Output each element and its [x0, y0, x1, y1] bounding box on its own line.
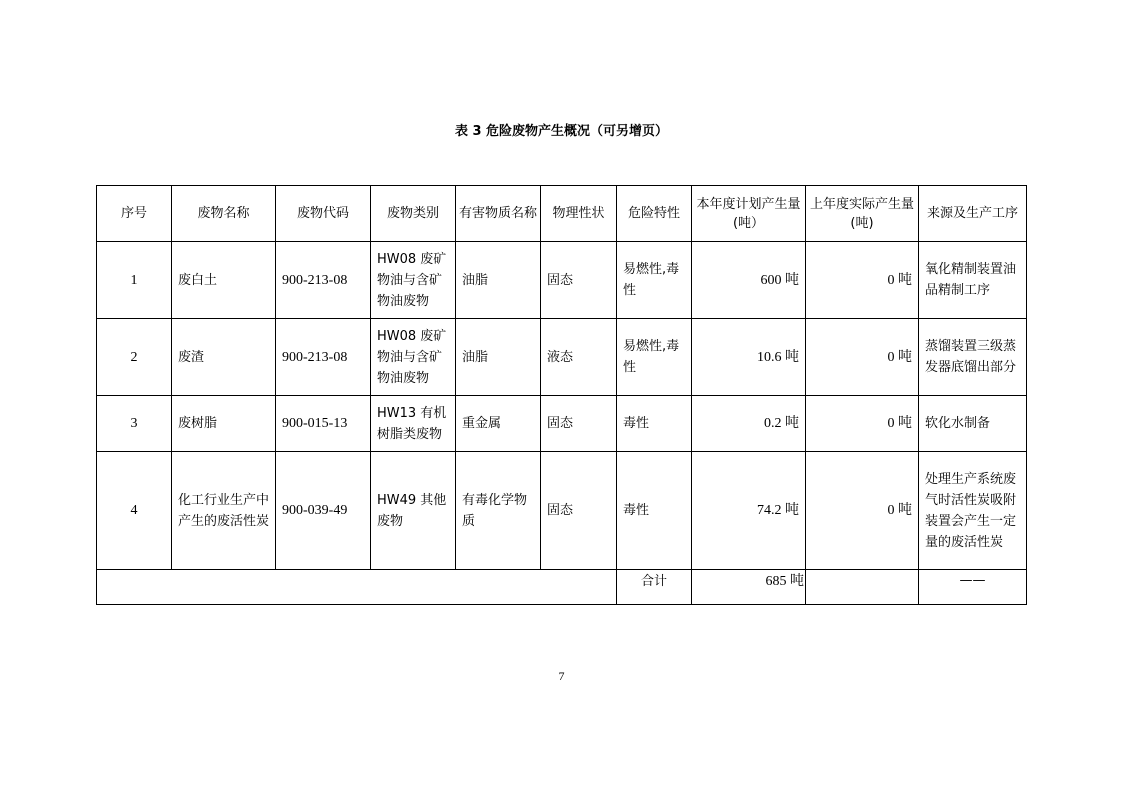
- cell-state: 固态: [541, 242, 617, 319]
- cell-category: HW49 其他废物: [371, 452, 456, 570]
- cell-state: 液态: [541, 319, 617, 396]
- cell-seq: 1: [97, 242, 172, 319]
- header-hazardous-substance: 有害物质名称: [456, 186, 541, 242]
- table-header-row: [97, 186, 1027, 242]
- header-seq: 序号: [97, 186, 172, 242]
- header-hazard-property: 危险特性: [617, 186, 692, 242]
- cell-code: 900-015-13: [276, 396, 371, 452]
- header-category: 废物类别: [371, 186, 456, 242]
- table-title: 表 3 危险废物产生概况（可另增页）: [454, 124, 669, 139]
- cell-actual: 0 吨: [806, 242, 919, 319]
- header-planned-output: [692, 186, 806, 242]
- table-row: [97, 452, 1027, 570]
- cell-substance: 油脂: [456, 242, 541, 319]
- header-source-process: 来源及生产工序: [919, 186, 1027, 242]
- cell-planned: 10.6 吨: [692, 319, 806, 396]
- cell-substance: 油脂: [456, 319, 541, 396]
- page-number: 7: [558, 669, 565, 683]
- cell-name: 废渣: [172, 319, 276, 396]
- cell-seq: 2: [97, 319, 172, 396]
- table-row: [97, 396, 1027, 452]
- cell-state: 固态: [541, 452, 617, 570]
- cell-source: 软化水制备: [919, 396, 1027, 452]
- cell-seq: 4: [97, 452, 172, 570]
- cell-name: 废树脂: [172, 396, 276, 452]
- cell-actual: 0 吨: [806, 396, 919, 452]
- cell-substance: 有毒化学物质: [456, 452, 541, 570]
- cell-name: 化工行业生产中产生的废活性炭: [172, 452, 276, 570]
- header-code: 废物代码: [276, 186, 371, 242]
- table-row: [97, 319, 1027, 396]
- cell-state: 固态: [541, 396, 617, 452]
- cell-code: 900-039-49: [276, 452, 371, 570]
- header-name: 废物名称: [172, 186, 276, 242]
- cell-source: 处理生产系统废气时活性炭吸附装置会产生一定量的废活性炭: [919, 452, 1027, 570]
- cell-planned: 600 吨: [692, 242, 806, 319]
- total-blank-cell: [97, 570, 617, 605]
- header-planned-output-line2: (吨）: [732, 215, 765, 231]
- cell-hazard: 易燃性,毒性: [617, 319, 692, 396]
- cell-code: 900-213-08: [276, 319, 371, 396]
- cell-substance: 重金属: [456, 396, 541, 452]
- header-actual-output-line2: (吨): [850, 215, 874, 231]
- cell-actual: 0 吨: [806, 452, 919, 570]
- total-row: [97, 570, 1027, 605]
- total-actual: [806, 570, 919, 605]
- total-planned: 685 吨: [692, 570, 806, 605]
- table-row: [97, 242, 1027, 319]
- header-planned-output-line1: 本年度计划产生量: [696, 196, 801, 212]
- header-physical-state: 物理性状: [541, 186, 617, 242]
- cell-planned: 74.2 吨: [692, 452, 806, 570]
- cell-hazard: 毒性: [617, 452, 692, 570]
- header-actual-output-line1: 上年度实际产生量: [809, 196, 914, 212]
- cell-hazard: 毒性: [617, 396, 692, 452]
- cell-hazard: 易燃性,毒性: [617, 242, 692, 319]
- hazardous-waste-table: [96, 185, 1027, 605]
- cell-seq: 3: [97, 396, 172, 452]
- total-label: 合计: [617, 570, 692, 605]
- cell-code: 900-213-08: [276, 242, 371, 319]
- cell-category: HW08 废矿物油与含矿物油废物: [371, 319, 456, 396]
- cell-category: HW13 有机树脂类废物: [371, 396, 456, 452]
- cell-source: 蒸馏装置三级蒸发器底馏出部分: [919, 319, 1027, 396]
- cell-category: HW08 废矿物油与含矿物油废物: [371, 242, 456, 319]
- header-actual-output: [806, 186, 919, 242]
- cell-actual: 0 吨: [806, 319, 919, 396]
- cell-source: 氧化精制装置油品精制工序: [919, 242, 1027, 319]
- cell-name: 废白土: [172, 242, 276, 319]
- total-source: ——: [919, 570, 1027, 605]
- cell-planned: 0.2 吨: [692, 396, 806, 452]
